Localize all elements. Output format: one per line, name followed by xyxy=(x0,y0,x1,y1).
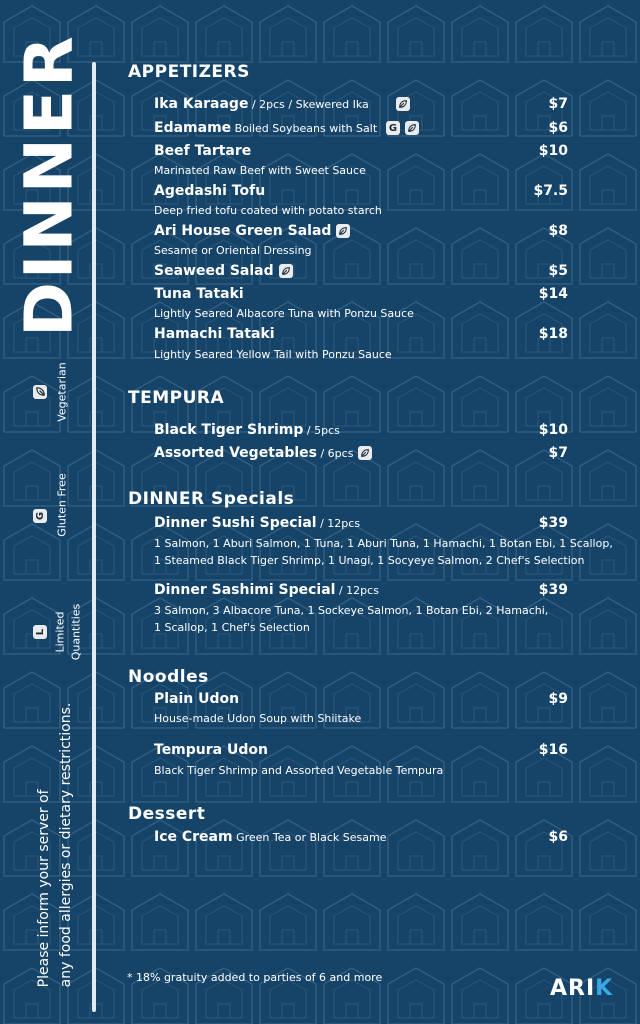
menu-item-name xyxy=(154,445,372,461)
section-title-dessert: Dessert xyxy=(128,804,206,824)
menu-item-name xyxy=(154,96,410,112)
item-title: Seaweed Salad xyxy=(154,263,274,279)
item-description: Lightly Seared Yellow Tail with Ponzu Sauce xyxy=(154,348,392,361)
legend-quantities-label: Quantities xyxy=(69,603,83,661)
item-price: $5 xyxy=(548,263,568,279)
legend-gluten-free-label: Gluten Free xyxy=(55,473,69,537)
item-description: Sesame or Oriental Dressing xyxy=(154,244,312,257)
menu-item-name xyxy=(154,120,419,136)
item-title: Black Tiger Shrimp xyxy=(154,422,304,438)
item-price: $8 xyxy=(548,223,568,239)
item-note: / 5pcs xyxy=(303,424,340,437)
menu-item-name xyxy=(154,223,350,239)
item-title: Tempura Udon xyxy=(154,742,268,758)
item-note: Green Tea or Black Sesame xyxy=(232,831,387,844)
item-price: $14 xyxy=(538,286,568,302)
section-title-tempura: TEMPURA xyxy=(128,388,225,408)
item-price: $39 xyxy=(538,515,568,531)
leaf-icon xyxy=(279,264,293,278)
item-price: $39 xyxy=(538,582,568,598)
logo-main: ARI xyxy=(550,976,596,1001)
item-title: Dinner Sushi Special xyxy=(154,515,317,531)
item-description: House-made Udon Soup with Shiitake xyxy=(154,712,362,725)
leaf-icon xyxy=(396,97,410,111)
menu-item-name xyxy=(154,422,340,438)
item-description: 1 Steamed Black Tiger Shrimp, 1 Unagi, 1 Socyeye Salmon, 2 Chef's Selection xyxy=(154,554,585,567)
item-description: Lightly Seared Albacore Tuna with Ponzu Sauce xyxy=(154,307,414,320)
item-note: / 12pcs xyxy=(316,517,361,530)
leaf-icon xyxy=(358,446,372,460)
menu-item-name xyxy=(154,829,386,845)
logo-accent: K xyxy=(595,976,614,1001)
item-note: Boiled Soybeans with Salt xyxy=(231,122,378,135)
limited-icon: L xyxy=(33,625,47,639)
item-description: 1 Salmon, 1 Aburi Salmon, 1 Tuna, 1 Aburi Tuna, 1 Hamachi, 1 Botan Ebi, 1 Scallop, xyxy=(154,537,613,550)
item-price: $10 xyxy=(538,422,568,438)
item-title: Beef Tartare xyxy=(154,143,252,159)
item-price: $16 xyxy=(538,742,568,758)
item-description: Deep fried tofu coated with potato starch xyxy=(154,204,382,217)
leaf-icon xyxy=(405,121,419,135)
item-title: Ice Cream xyxy=(154,829,233,845)
item-note: / 6pcs xyxy=(316,447,354,460)
item-price: $6 xyxy=(548,120,568,136)
allergy-line-2: any food allergies or dietary restrictions. xyxy=(58,702,74,988)
section-title-appetizers: APPETIZERS xyxy=(128,62,250,82)
item-title: Hamachi Tataki xyxy=(154,326,275,342)
item-title: Ari House Green Salad xyxy=(154,223,332,239)
item-price: $9 xyxy=(548,691,568,707)
item-description: 1 Scallop, 1 Chef's Selection xyxy=(154,621,310,634)
section-title-specials: DINNER Specials xyxy=(128,489,295,509)
legend-vegetarian-label: Vegetarian xyxy=(55,362,69,422)
item-description: Black Tiger Shrimp and Assorted Vegetable Tempura xyxy=(154,764,444,777)
menu-item-name xyxy=(154,263,293,279)
gratuity-note: * 18% gratuity added to parties of 6 and more xyxy=(127,971,383,984)
item-description: Marinated Raw Beef with Sweet Sauce xyxy=(154,164,366,177)
item-price: $7 xyxy=(548,445,568,461)
menu-title: DINNER xyxy=(10,33,88,337)
gluten-free-icon: G xyxy=(33,509,47,523)
item-note: / 2pcs / Skewered Ika xyxy=(248,98,369,111)
item-title: Agedashi Tofu xyxy=(154,183,266,199)
item-note: / 12pcs xyxy=(335,584,379,597)
ari-logo xyxy=(550,976,613,1001)
item-title: Tuna Tataki xyxy=(154,286,244,302)
item-description: 3 Salmon, 3 Albacore Tuna, 1 Sockeye Salmon, 1 Botan Ebi, 2 Hamachi, xyxy=(154,604,549,617)
item-price: $7.5 xyxy=(533,183,568,199)
section-title-noodles: Noodles xyxy=(128,667,209,687)
gluten-free-icon: G xyxy=(386,121,400,135)
item-price: $7 xyxy=(548,96,568,112)
menu-item-name xyxy=(154,515,360,531)
item-title: Ika Karaage xyxy=(154,96,249,112)
item-price: $10 xyxy=(538,143,568,159)
item-price: $18 xyxy=(538,326,568,342)
leaf-icon xyxy=(336,224,350,238)
allergy-line-1: Please inform your server of xyxy=(36,789,52,988)
item-title: Dinner Sashimi Special xyxy=(154,582,336,598)
legend-limited-label: Limited xyxy=(53,611,67,653)
item-title: Plain Udon xyxy=(154,691,240,707)
item-title: Edamame xyxy=(154,120,232,136)
item-title: Assorted Vegetables xyxy=(154,445,317,461)
menu-item-name xyxy=(154,582,379,598)
item-price: $6 xyxy=(548,829,568,845)
